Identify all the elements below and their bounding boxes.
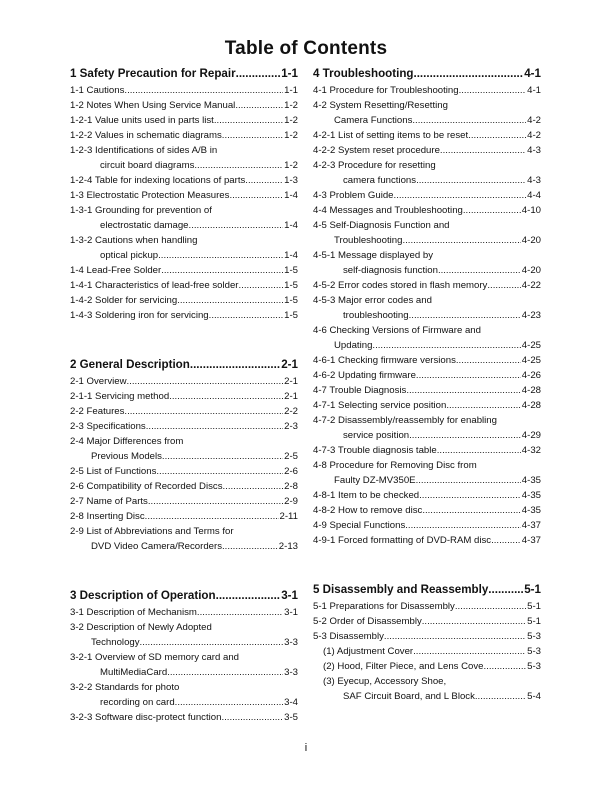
toc-entry[interactable] (70, 710, 298, 725)
toc-entry-text: electrostatic damage (100, 220, 189, 231)
toc-entry-page: 3-3 (284, 637, 298, 648)
toc-entry-text: 4-9-1 Forced formatting of DVD-RAM disc (313, 535, 492, 546)
dot-leader (463, 203, 521, 218)
toc-entry-page: 1-5 (284, 265, 298, 276)
toc-entry[interactable] (313, 368, 541, 383)
dot-leader (440, 143, 526, 158)
toc-entry[interactable] (313, 689, 541, 704)
toc-entry-page: 4-20 (521, 265, 541, 276)
toc-entry (70, 434, 298, 449)
toc-entry-text: 3-2-3 Software disc-protect function (70, 712, 222, 723)
toc-entry-text: Faulty DZ-MV350E (334, 475, 416, 486)
toc-entry-text: self-diagnosis function (343, 265, 438, 276)
toc-entry-text: 2-5 List of Functions (70, 466, 157, 477)
toc-entry-text: troubleshooting (343, 310, 409, 321)
toc-entry[interactable] (313, 338, 541, 353)
toc-section (70, 66, 298, 323)
dot-leader (209, 308, 283, 323)
toc-entry[interactable] (70, 539, 298, 554)
dot-leader (162, 449, 283, 464)
toc-entry-text: 3-2-2 Standards for photo (70, 682, 180, 693)
toc-entry[interactable] (70, 218, 298, 233)
toc-entry-page: 5-3 (527, 631, 541, 642)
toc-entry[interactable] (313, 443, 541, 458)
toc-entry (70, 524, 298, 539)
toc-entry-text: 4-7 Trouble Diagnosis (313, 385, 407, 396)
section-page: 3-1 (281, 589, 298, 602)
toc-entry-page: 4-25 (521, 340, 541, 351)
toc-entry[interactable] (313, 113, 541, 128)
dot-leader (161, 263, 283, 278)
toc-entry-text: MultiMediaCard (100, 667, 168, 678)
toc-entry-text: circuit board diagrams (100, 160, 195, 171)
toc-entry-page: 2-6 (284, 466, 298, 477)
toc-entry-text: 4-2-1 List of setting items to be reset (313, 130, 469, 141)
toc-entry (313, 674, 541, 689)
toc-entry-text: 1-3-2 Cautions when handling (70, 235, 198, 246)
toc-entry[interactable] (70, 635, 298, 650)
toc-entry[interactable] (313, 188, 541, 203)
toc-entry-text: 4-5-1 Message displayed by (313, 250, 433, 261)
toc-entry[interactable] (313, 173, 541, 188)
toc-entry-page: 4-37 (521, 520, 541, 531)
toc-section (70, 588, 298, 725)
dot-leader (456, 353, 521, 368)
toc-entry-text: 4-9 Special Functions (313, 520, 406, 531)
dot-leader (412, 113, 526, 128)
dot-leader (484, 659, 527, 674)
toc-entry-page: 1-5 (284, 280, 298, 291)
toc-entry[interactable] (313, 353, 541, 368)
toc-entry-text: 2-4 Major Differences from (70, 436, 184, 447)
toc-entry-text: 1-2-3 Identifications of sides A/B in (70, 145, 218, 156)
toc-entry-text: 2-9 List of Abbreviations and Terms for (70, 526, 234, 537)
toc-entry-text: 1-2-2 Values in schematic diagrams (70, 130, 222, 141)
toc-entry-page: 2-8 (284, 481, 298, 492)
toc-entry-text: 1-3 Electrostatic Protection Measures (70, 190, 230, 201)
toc-entry-text: Technology (91, 637, 140, 648)
toc-entry (313, 218, 541, 233)
dot-leader (372, 338, 520, 353)
toc-entry[interactable] (70, 278, 298, 293)
section-page: 2-1 (281, 358, 298, 371)
toc-entry[interactable] (313, 644, 541, 659)
dot-leader (189, 218, 284, 233)
toc-entry-text: 4-5 Self-Diagnosis Function and (313, 220, 450, 231)
dot-leader (156, 464, 283, 479)
toc-entry (70, 233, 298, 248)
dot-leader (127, 374, 284, 389)
toc-entry[interactable] (70, 113, 298, 128)
toc-entry[interactable] (70, 98, 298, 113)
toc-entry-text: 5-3 Disassembly (313, 631, 384, 642)
dot-leader (177, 293, 283, 308)
dot-leader (235, 98, 283, 113)
toc-entry-text: 2-6 Compatibility of Recorded Discs (70, 481, 223, 492)
toc-entry-text: 2-1 Overview (70, 376, 127, 387)
dot-leader (438, 263, 521, 278)
toc-entry-page: 1-2 (284, 160, 298, 171)
toc-entry-page: 2-9 (284, 496, 298, 507)
dot-leader (169, 389, 283, 404)
toc-entry (313, 293, 541, 308)
toc-entry-page: 1-2 (284, 100, 298, 111)
toc-entry-page: 4-35 (521, 490, 541, 501)
toc-entry-page: 1-5 (284, 310, 298, 321)
toc-entry-page: 3-1 (284, 607, 298, 618)
toc-entry-text: 5-1 Preparations for Disassembly (313, 601, 455, 612)
toc-entry-text: 4-4 Messages and Troubleshooting (313, 205, 463, 216)
dot-leader (194, 158, 283, 173)
dot-leader (216, 588, 281, 604)
toc-entry-page: 1-1 (284, 85, 298, 96)
toc-entry-page: 5-1 (527, 616, 541, 627)
toc-entry-page: 4-23 (521, 310, 541, 321)
toc-entry-text: 4-7-3 Trouble diagnosis table (313, 445, 437, 456)
toc-entry (313, 98, 541, 113)
dot-leader (140, 635, 284, 650)
toc-entry-page: 4-29 (521, 430, 541, 441)
dot-leader (158, 248, 283, 263)
toc-entry-text: Troubleshooting (334, 235, 403, 246)
toc-entry-text: camera functions (343, 175, 417, 186)
toc-entry-text: 3-2 Description of Newly Adopted (70, 622, 212, 633)
dot-leader (488, 582, 523, 598)
toc-entry[interactable] (313, 83, 541, 98)
toc-entry-text: (2) Hood, Filter Piece, and Lens Cove (323, 661, 484, 672)
dot-leader (419, 488, 521, 503)
toc-entry[interactable] (313, 233, 541, 248)
toc-entry-text: 1-2-4 Table for indexing locations of parts (70, 175, 246, 186)
section-page: 5-1 (524, 583, 541, 596)
toc-entry-text: 1-4-2 Solder for servicing (70, 295, 178, 306)
toc-entry[interactable] (313, 308, 541, 323)
dot-leader (222, 539, 278, 554)
toc-entry-text: 4-6-1 Checking firmware versions (313, 355, 456, 366)
toc-entry-page: 4-26 (521, 370, 541, 381)
toc-entry-text: 1-4 Lead-Free Solder (70, 265, 162, 276)
toc-entry-text: Camera Functions (334, 115, 413, 126)
toc-entry-text: optical pickup (100, 250, 159, 261)
dot-leader (394, 188, 527, 203)
dot-leader (124, 404, 283, 419)
toc-entry[interactable] (70, 695, 298, 710)
toc-entry[interactable] (70, 605, 298, 620)
toc-entry[interactable] (70, 173, 298, 188)
toc-entry-page: 4-28 (521, 400, 541, 411)
toc-entry-text: 4-8-1 Item to be checked (313, 490, 420, 501)
toc-entry[interactable] (70, 293, 298, 308)
toc-entry-page: 4-10 (521, 205, 541, 216)
dot-leader (455, 599, 526, 614)
toc-entry (313, 323, 541, 338)
toc-entry-text: 2-7 Name of Parts (70, 496, 148, 507)
toc-entry-text: service position (343, 430, 410, 441)
toc-entry-page: 1-5 (284, 295, 298, 306)
toc-entry[interactable] (70, 374, 298, 389)
toc-entry[interactable] (313, 383, 541, 398)
toc-entry[interactable] (313, 473, 541, 488)
toc-entry-page: 2-2 (284, 406, 298, 417)
toc-entry (70, 143, 298, 158)
dot-leader (175, 695, 283, 710)
toc-entry[interactable] (313, 278, 541, 293)
dot-leader (422, 614, 526, 629)
toc-entry-text: 4-1 Procedure for Troubleshooting (313, 85, 459, 96)
toc-entry[interactable] (70, 479, 298, 494)
section-heading-text: 4 Troubleshooting (313, 67, 414, 80)
dot-leader (402, 233, 520, 248)
toc-entry-text: 1-2-1 Value units used in parts list (70, 115, 214, 126)
dot-leader (223, 479, 284, 494)
section-heading[interactable] (70, 357, 298, 373)
toc-entry (70, 680, 298, 695)
toc-entry-text: 2-3 Specifications (70, 421, 146, 432)
section-heading[interactable] (70, 588, 298, 604)
toc-entry[interactable] (313, 488, 541, 503)
dot-leader (239, 278, 284, 293)
dot-leader (229, 188, 283, 203)
dot-leader (437, 443, 521, 458)
dot-leader (384, 629, 526, 644)
dot-leader (446, 398, 520, 413)
toc-entry-text: 1-3-1 Grounding for prevention of (70, 205, 212, 216)
toc-entry (313, 158, 541, 173)
toc-entry-text: 2-2 Features (70, 406, 125, 417)
section-heading-text: 2 General Description (70, 358, 190, 371)
toc-entry[interactable] (70, 494, 298, 509)
toc-entry-page: 2-13 (278, 541, 298, 552)
toc-entry[interactable] (70, 263, 298, 278)
toc-entry-page: 1-2 (284, 115, 298, 126)
dot-leader (487, 278, 520, 293)
toc-entry-page: 2-3 (284, 421, 298, 432)
toc-entry-text: 4-6 Checking Versions of Firmware and (313, 325, 481, 336)
toc-entry[interactable] (313, 263, 541, 278)
toc-section (313, 66, 541, 548)
toc-entry-text: 2-1-1 Servicing method (70, 391, 170, 402)
toc-entry[interactable] (70, 188, 298, 203)
toc-entry (313, 248, 541, 263)
toc-entry[interactable] (313, 599, 541, 614)
toc-entry-text: (1) Adjustment Cover (323, 646, 414, 657)
dot-leader (413, 644, 526, 659)
dot-leader (422, 503, 520, 518)
toc-entry[interactable] (313, 518, 541, 533)
toc-entry-page: 2-1 (284, 376, 298, 387)
toc-entry-page: 3-5 (284, 712, 298, 723)
toc-entry-page: 4-2 (527, 115, 541, 126)
dot-leader (124, 83, 283, 98)
toc-entry-page: 1-4 (284, 250, 298, 261)
toc-entry-text: 4-8 Procedure for Removing Disc from (313, 460, 477, 471)
toc-entry (313, 458, 541, 473)
section-heading-text: 5 Disassembly and Reassembly (313, 583, 489, 596)
toc-entry[interactable] (313, 659, 541, 674)
toc-entry-page: 4-25 (521, 355, 541, 366)
toc-entry-page: 1-4 (284, 220, 298, 231)
toc-entry-page: 4-37 (521, 535, 541, 546)
toc-entry-text: 4-2-3 Procedure for resetting (313, 160, 436, 171)
dot-leader (221, 710, 283, 725)
toc-entry[interactable] (70, 419, 298, 434)
toc-entry-text: 4-8-2 How to remove disc (313, 505, 423, 516)
toc-entry[interactable] (70, 404, 298, 419)
toc-entry-text: DVD Video Camera/Recorders (91, 541, 222, 552)
toc-entry-page: 1-3 (284, 175, 298, 186)
toc-entry-text: 5-2 Order of Disassembly (313, 616, 422, 627)
toc-entry-text: 4-5-3 Major error codes and (313, 295, 432, 306)
toc-entry[interactable] (313, 398, 541, 413)
page-number: i (304, 742, 308, 754)
toc-entry[interactable] (70, 158, 298, 173)
section-heading-text: 1 Safety Precaution for Repair (70, 67, 236, 80)
toc-entry-text: 1-2 Notes When Using Service Manual (70, 100, 236, 111)
dot-leader (197, 605, 283, 620)
toc-entry (70, 620, 298, 635)
toc-entry-page: 2-11 (279, 511, 298, 522)
toc-entry[interactable] (313, 629, 541, 644)
dot-leader (245, 173, 283, 188)
section-heading[interactable] (70, 66, 298, 82)
toc-entry-text: 4-3 Problem Guide (313, 190, 394, 201)
toc-entry-text: 4-5-2 Error codes stored in flash memory (313, 280, 488, 291)
toc-entry-text: SAF Circuit Board, and L Block (343, 691, 475, 702)
toc-entry[interactable] (70, 389, 298, 404)
section-heading[interactable] (313, 582, 541, 598)
toc-entry[interactable] (70, 248, 298, 263)
dot-leader (416, 173, 526, 188)
dot-leader (459, 83, 527, 98)
toc-entry-page: 4-35 (521, 475, 541, 486)
toc-entry-page: 4-4 (527, 190, 541, 201)
dot-leader (405, 518, 521, 533)
toc-entry-page: 2-1 (284, 391, 298, 402)
toc-entry[interactable] (313, 143, 541, 158)
toc-entry-text: 4-6-2 Updating firmware (313, 370, 416, 381)
dot-leader (146, 419, 283, 434)
section-heading-text: 3 Description of Operation (70, 589, 216, 602)
toc-entry[interactable] (70, 308, 298, 323)
toc-section (70, 357, 298, 554)
toc-left-column (70, 66, 298, 759)
dot-leader (190, 357, 280, 373)
toc-entry-page: 5-1 (527, 601, 541, 612)
toc-entry[interactable] (70, 665, 298, 680)
dot-leader (413, 66, 523, 82)
toc-entry-page: 4-22 (521, 280, 541, 291)
toc-entry-text: 4-2-2 System reset procedure (313, 145, 440, 156)
toc-entry[interactable] (313, 614, 541, 629)
dot-leader (409, 428, 521, 443)
toc-entry[interactable] (313, 128, 541, 143)
toc-entry[interactable] (70, 509, 298, 524)
section-page: 4-1 (524, 67, 541, 80)
toc-entry-page: 4-32 (521, 445, 541, 456)
toc-entry[interactable] (313, 428, 541, 443)
toc-entry-page: 4-1 (527, 85, 541, 96)
dot-leader (475, 689, 526, 704)
dot-leader (406, 383, 520, 398)
toc-entry-text: 4-7-2 Disassembly/reassembly for enabling (313, 415, 497, 426)
toc-entry-text: 2-8 Inserting Disc (70, 511, 145, 522)
toc-entry-page: 1-4 (284, 190, 298, 201)
toc-entry-page: 5-3 (527, 646, 541, 657)
dot-leader (222, 128, 283, 143)
dot-leader (236, 66, 281, 82)
toc-entry-page: 4-3 (527, 145, 541, 156)
toc-entry (70, 650, 298, 665)
toc-entry (70, 203, 298, 218)
toc-right-column (313, 66, 541, 738)
dot-leader (468, 128, 526, 143)
toc-entry-page: 5-3 (527, 661, 541, 672)
toc-entry-text: Updating (334, 340, 373, 351)
toc-entry-page: 1-2 (284, 130, 298, 141)
toc-entry[interactable] (70, 128, 298, 143)
toc-entry[interactable] (70, 464, 298, 479)
toc-entry-text: 1-4-1 Characteristics of lead-free solder (70, 280, 239, 291)
toc-entry[interactable] (313, 203, 541, 218)
toc-entry-text: 1-1 Cautions (70, 85, 125, 96)
toc-entry-page: 5-4 (527, 691, 541, 702)
dot-leader (416, 368, 521, 383)
toc-entry-page: 4-3 (527, 175, 541, 186)
toc-entry-text: Previous Models (91, 451, 162, 462)
dot-leader (145, 509, 279, 524)
toc-entry-text: 4-2 System Resetting/Resetting (313, 100, 448, 111)
toc-entry-page: 3-3 (284, 667, 298, 678)
dot-leader (491, 533, 521, 548)
toc-entry-text: recording on card (100, 697, 175, 708)
dot-leader (214, 113, 283, 128)
toc-entry-text: 1-4-3 Soldering iron for servicing (70, 310, 209, 321)
toc-section (313, 582, 541, 704)
toc-entry-page: 4-20 (521, 235, 541, 246)
page-title: Table of Contents (224, 38, 388, 59)
section-page: 1-1 (281, 67, 298, 80)
dot-leader (416, 473, 521, 488)
dot-leader (409, 308, 521, 323)
toc-entry-text: 3-1 Description of Mechanism (70, 607, 197, 618)
toc-entry[interactable] (313, 533, 541, 548)
dot-leader (148, 494, 283, 509)
toc-entry-page: 4-35 (521, 505, 541, 516)
toc-entry-page: 3-4 (284, 697, 298, 708)
toc-entry[interactable] (70, 83, 298, 98)
toc-entry-text: (3) Eyecup, Accessory Shoe, (323, 676, 447, 687)
dot-leader (167, 665, 283, 680)
toc-entry-page: 2-5 (284, 451, 298, 462)
toc-entry[interactable] (70, 449, 298, 464)
toc-entry (313, 413, 541, 428)
section-heading[interactable] (313, 66, 541, 82)
toc-entry-text: 3-2-1 Overview of SD memory card and (70, 652, 240, 663)
toc-entry-text: 4-7-1 Selecting service position (313, 400, 447, 411)
toc-entry-page: 4-28 (521, 385, 541, 396)
toc-entry-page: 4-2 (527, 130, 541, 141)
toc-entry[interactable] (313, 503, 541, 518)
